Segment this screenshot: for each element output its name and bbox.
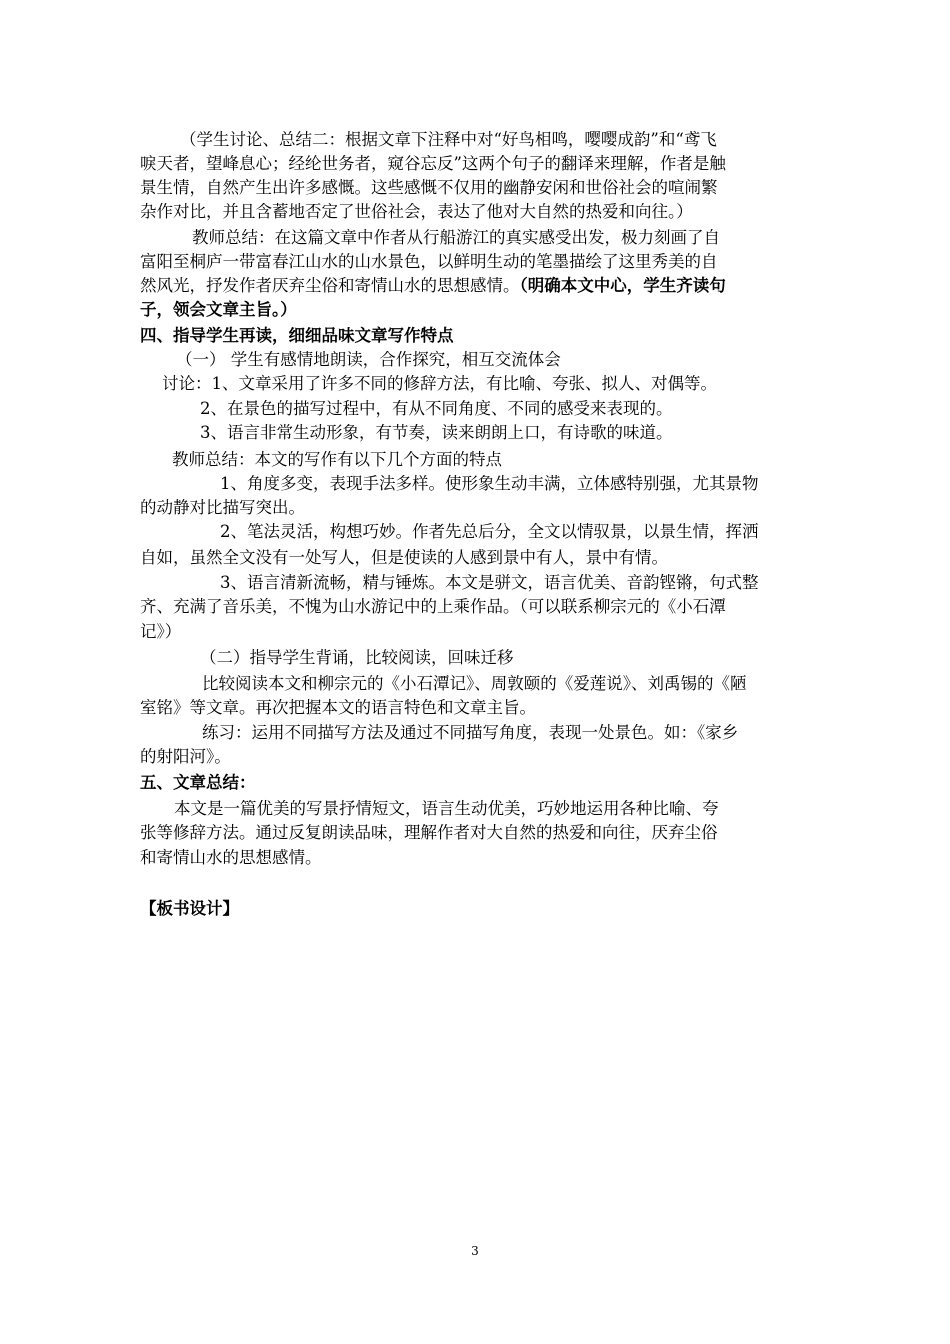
paragraph-line: 自如，虽然全文没有一处写人，但是使读的人感到景中有人，景中有情。: [140, 548, 668, 567]
paragraph-line: 的动静对比描写突出。: [140, 498, 305, 517]
paragraph-line: 练习：运用不同描写方法及通过不同描写角度，表现一处景色。如：《家乡: [202, 723, 739, 742]
paragraph-line: 教师总结：在这篇文章中作者从行船游江的真实感受出发，极力刻画了自: [192, 228, 720, 247]
paragraph-line: 1、角度多变，表现手法多样。使形象生动丰满，立体感特别强，尤其景物: [220, 474, 759, 493]
paragraph-line: 2、笔法灵活，构想巧妙。作者先总后分，全文以情驭景，以景生情，挥洒: [220, 522, 759, 541]
paragraph-line: 室铭》等文章。再次把握本文的语言特色和文章主旨。: [140, 698, 536, 717]
subsection-heading: （二）指导学生背诵，比较阅读，回味迁移: [200, 648, 514, 667]
paragraph-line: 比较阅读本文和柳宗元的《小石潭记》、周敦颐的《爱莲说》、刘禹锡的《陋: [202, 674, 747, 693]
paragraph-line: 张等修辞方法。通过反复朗读品味，理解作者对大自然的热爱和向往，厌弃尘俗: [140, 823, 718, 842]
paragraph-line: 杂作对比，并且含蓄地否定了世俗社会，表达了他对大自然的热爱和向往。）: [140, 202, 693, 221]
paragraph-line: 教师总结：本文的写作有以下几个方面的特点: [172, 450, 502, 469]
board-design-heading: 【板书设计】: [140, 899, 239, 918]
paragraph-line: 本文是一篇优美的写景抒情短文，语言生动优美，巧妙地运用各种比喻、夸: [174, 799, 719, 818]
paragraph-line: 齐、充满了音乐美，不愧为山水游记中的上乘作品。（可以联系柳宗元的《小石潭: [140, 597, 726, 616]
paragraph-line: 2、在景色的描写过程中，有从不同角度、不同的感受来表现的。: [200, 399, 673, 418]
paragraph-line: 讨论：1、文章采用了许多不同的修辞方法，有比喻、夸张、拟人、对偶等。: [162, 374, 717, 393]
paragraph-line: 唳天者，望峰息心；经纶世务者，窥谷忘反”这两个句子的翻译来理解，作者是触: [140, 154, 726, 173]
paragraph-line: 3、语言非常生动形象，有节奏，读来朗朗上口，有诗歌的味道。: [200, 423, 673, 442]
paragraph-line: 的射阳河》。: [140, 747, 231, 766]
paragraph-line: 富阳至桐庐一带富春江山水的山水景色，以鲜明生动的笔墨描绘了这里秀美的自: [140, 252, 718, 271]
bold-text-run: （明确本文中心，学生齐读句: [519, 276, 726, 295]
text-run: 然风光，抒发作者厌弃尘俗和寄情山水的思想感情。: [140, 276, 520, 295]
paragraph-line: [140, 274, 812, 298]
section-heading: 四、指导学生再读，细细品味文章写作特点: [140, 326, 454, 345]
paragraph-line: 和寄情山水的思想感情。: [140, 848, 322, 867]
subsection-heading: （一） 学生有感情地朗读，合作探究，相互交流体会: [176, 350, 561, 369]
paragraph-line-bold: 子，领会文章主旨。）: [140, 300, 297, 319]
page-number: 3: [471, 1244, 479, 1258]
paragraph-line: 景生情，自然产生出许多感慨。这些感慨不仅用的幽静安闲和世俗社会的喧闹繁: [140, 178, 718, 197]
paragraph-line: 3、语言清新流畅，精与锤炼。本文是骈文，语言优美、音韵铿锵，句式整: [220, 573, 759, 592]
paragraph-line: 记》）: [140, 622, 182, 641]
paragraph-line: （学生讨论、总结二：根据文章下注释中对“好鸟相鸣，嘤嘤成韵”和“鸢飞: [180, 130, 717, 149]
section-heading: 五、文章总结：: [140, 773, 256, 792]
